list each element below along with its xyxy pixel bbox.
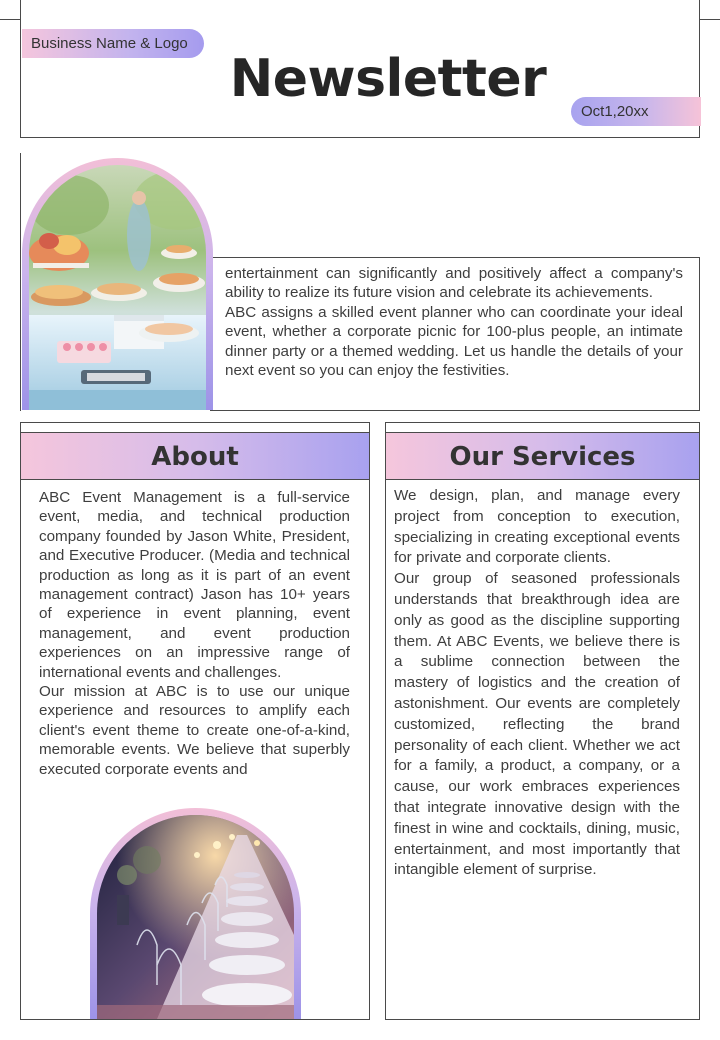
about-heading: About — [20, 432, 370, 480]
services-text — [394, 486, 680, 881]
services-paragraph-2: Our group of seasoned professionals understands that breakthrough idea are only as good as the discipline supporting them. At ABC Events, we believe there is a sublime connection between the mastery of logistics and the creation of astonishment. Our events are completely customized, reflecting the brand personality of each client. Whether we act for a family, a product, a company, or a cause, our work embraces experiences that integrate innovative design with the finest in wine and cocktails, dining, music, entertainment, and most importantly that intangible element of surprise. — [394, 570, 680, 879]
intro-text — [225, 264, 683, 380]
about-paragraph-1: ABC Event Management is a full-service event, media, and technical production company founded by Jason White, President, and Executive Producer. (Media and technical production as long as it is part of an event management contract) Jason has 10+ years of experience in event planning, event management, and event production experiences on an impressive range of international events and challenges. — [39, 489, 350, 681]
business-logo-badge: Business Name & Logo — [22, 29, 204, 58]
services-paragraph-1: We design, plan, and manage every project from conception to execution, specializing in creating exceptional events for private and corporate clients. — [394, 487, 680, 567]
services-heading: Our Services — [385, 432, 700, 480]
banquet-table-photo — [97, 815, 294, 1019]
buffet-table-photo — [29, 165, 206, 410]
intro-paragraph-2: ABC assigns a skilled event planner who can coordinate your ideal event, whether a corporate picnic for 100-plus people, an intimate dinner party or a themed wedding. Let us handle the details of your next event so you can enjoy the festivities. — [225, 303, 683, 380]
about-text — [39, 488, 350, 779]
date-badge: Oct1,20xx — [571, 97, 701, 126]
banquet-table-photo-frame — [90, 808, 301, 1019]
left-crop-mark — [20, 0, 21, 20]
intro-paragraph-1: entertainment can significantly and positively affect a company's ability to realize its future vision and celebrate its achievements. — [225, 265, 683, 302]
page-title: Newsletter — [229, 49, 547, 109]
right-crop-mark — [699, 0, 700, 20]
about-paragraph-2: Our mission at ABC is to use our unique experience and resources to amplify each client's event theme to create one-of-a-kind, memorable events. We believe that superbly executed corporate events and — [39, 683, 350, 778]
buffet-table-photo-frame — [22, 158, 213, 410]
